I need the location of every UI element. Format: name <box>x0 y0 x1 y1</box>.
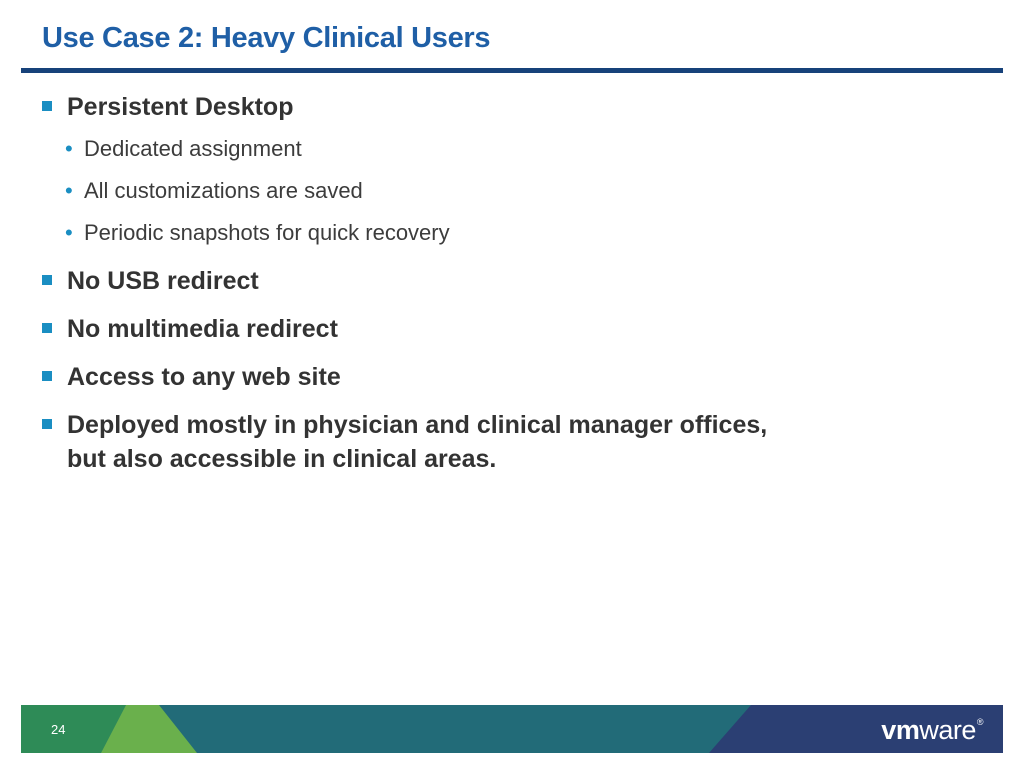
subbullet-dedicated-assignment <box>42 134 942 164</box>
dot-bullet-icon: • <box>65 220 73 245</box>
subbullet-customizations <box>42 176 942 206</box>
slide-title: Use Case 2: Heavy Clinical Users <box>42 22 491 54</box>
bullet-persistent-desktop <box>42 90 942 124</box>
footer-graphic <box>21 705 1003 753</box>
title-underline <box>21 68 1003 73</box>
bullet-text-continued: but also accessible in clinical areas. <box>67 445 497 473</box>
footer-band <box>21 705 1003 753</box>
vmware-logo: vmware® <box>881 715 983 745</box>
bullet-text: No multimedia redirect <box>67 315 338 343</box>
dot-bullet-icon: • <box>65 178 73 203</box>
square-bullet-icon <box>42 419 52 429</box>
square-bullet-icon <box>42 101 52 111</box>
bullet-text: Persistent Desktop <box>67 93 294 121</box>
subbullet-text: All customizations are saved <box>84 178 363 203</box>
bullet-web-access <box>42 360 942 394</box>
subbullet-snapshots <box>42 218 942 248</box>
bullet-text: Deployed mostly in physician and clinical manager offices, <box>67 411 768 439</box>
square-bullet-icon <box>42 275 52 285</box>
bullet-list <box>42 90 942 476</box>
subbullet-text: Periodic snapshots for quick recovery <box>84 220 450 245</box>
bullet-text: No USB redirect <box>67 267 259 295</box>
square-bullet-icon <box>42 371 52 381</box>
square-bullet-icon <box>42 323 52 333</box>
bullet-text: Access to any web site <box>67 363 341 391</box>
bullet-deployed <box>42 408 942 476</box>
dot-bullet-icon: • <box>65 136 73 161</box>
bullet-no-usb <box>42 264 942 298</box>
subbullet-text: Dedicated assignment <box>84 136 302 161</box>
bullet-no-multimedia <box>42 312 942 346</box>
page-number: 24 <box>51 722 66 737</box>
